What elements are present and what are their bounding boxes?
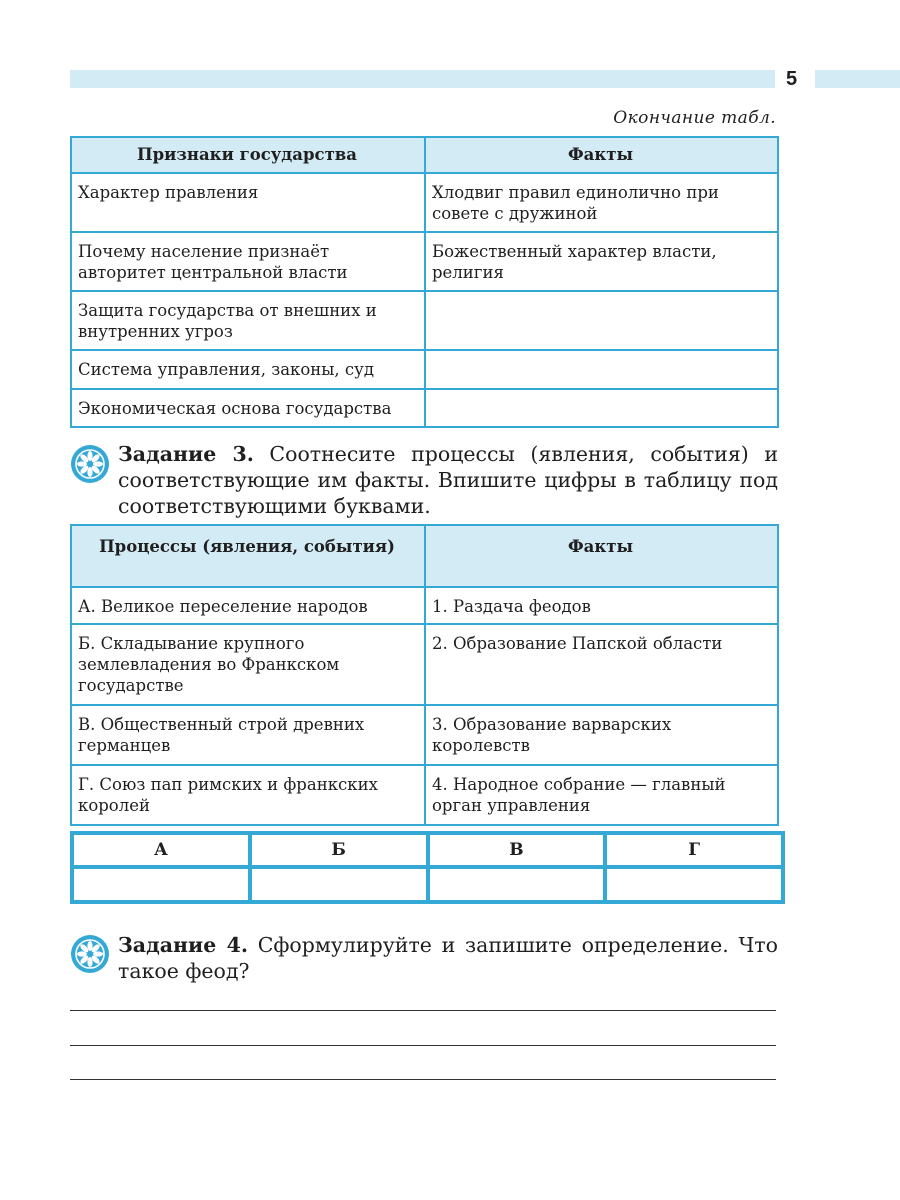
answer-letter: В <box>428 833 606 867</box>
table-row <box>71 291 778 350</box>
answer-cell-v[interactable] <box>428 867 606 902</box>
fact-cell: 4. Народное собрание — главный орган управления <box>425 765 778 825</box>
feature-cell: Экономическая основа государства <box>71 389 425 427</box>
fact-cell[interactable]: Божественный характер власти, религия <box>425 232 778 291</box>
task-3-label: Задание 3. <box>118 442 254 466</box>
header-bar <box>70 70 775 88</box>
task-3-instruction <box>118 441 778 519</box>
process-cell: Г. Союз пап римских и франкских королей <box>71 765 425 825</box>
answer-writing-line[interactable] <box>70 1079 776 1080</box>
processes-table <box>70 524 779 826</box>
task-3-text: Соотнесите процессы (явления, события) и соответствующие им факты. Впишите цифры в таблицу под соответствующими буквами. <box>118 442 778 518</box>
table-row <box>71 624 778 705</box>
task-4-instruction <box>118 932 778 984</box>
table-row <box>71 173 778 232</box>
answer-cell-a[interactable] <box>72 867 250 902</box>
answer-writing-line[interactable] <box>70 1010 776 1011</box>
header-bar-right <box>815 70 900 88</box>
table-row <box>71 705 778 765</box>
feature-cell: Защита государства от внешних и внутренних угроз <box>71 291 425 350</box>
feature-cell: Характер правления <box>71 173 425 232</box>
column-header: Факты <box>425 137 778 173</box>
column-header: Факты <box>425 525 778 587</box>
answer-writing-line[interactable] <box>70 1045 776 1046</box>
process-cell: Б. Складывание крупного землевладения во Франкском государстве <box>71 624 425 705</box>
table-row <box>71 232 778 291</box>
state-features-table <box>70 136 779 428</box>
task-4-label: Задание 4. <box>118 933 248 957</box>
answer-letter: Г <box>605 833 783 867</box>
table-row <box>71 389 778 427</box>
answer-cell-g[interactable] <box>605 867 783 902</box>
table-caption: Окончание табл. <box>613 108 776 128</box>
fact-cell[interactable]: Хлодвиг правил единолично при совете с дружиной <box>425 173 778 232</box>
task-4-text: Сформулируйте и запишите определение. Что такое феод? <box>118 933 778 983</box>
table-header-row <box>71 525 778 587</box>
column-header: Признаки государства <box>71 137 425 173</box>
feature-cell: Почему население признаёт авторитет центральной власти <box>71 232 425 291</box>
page-number: 5 <box>786 68 798 90</box>
task-flower-icon <box>70 934 110 974</box>
fact-cell-empty[interactable] <box>425 389 778 427</box>
task-flower-icon <box>70 444 110 484</box>
answer-letter: А <box>72 833 250 867</box>
fact-cell: 3. Образование варварских королевств <box>425 705 778 765</box>
answer-letter: Б <box>250 833 428 867</box>
table-row <box>71 765 778 825</box>
fact-cell: 1. Раздача феодов <box>425 587 778 624</box>
answer-input-row <box>72 867 783 902</box>
process-cell: В. Общественный строй древних германцев <box>71 705 425 765</box>
answer-letters-row <box>72 833 783 867</box>
table-row <box>71 587 778 624</box>
process-cell: А. Великое переселение народов <box>71 587 425 624</box>
answer-table <box>70 831 785 904</box>
fact-cell-empty[interactable] <box>425 350 778 389</box>
answer-cell-b[interactable] <box>250 867 428 902</box>
column-header: Процессы (явления, события) <box>71 525 425 587</box>
fact-cell: 2. Образование Папской области <box>425 624 778 705</box>
table-header-row <box>71 137 778 173</box>
fact-cell-empty[interactable] <box>425 291 778 350</box>
feature-cell: Система управления, законы, суд <box>71 350 425 389</box>
table-row <box>71 350 778 389</box>
